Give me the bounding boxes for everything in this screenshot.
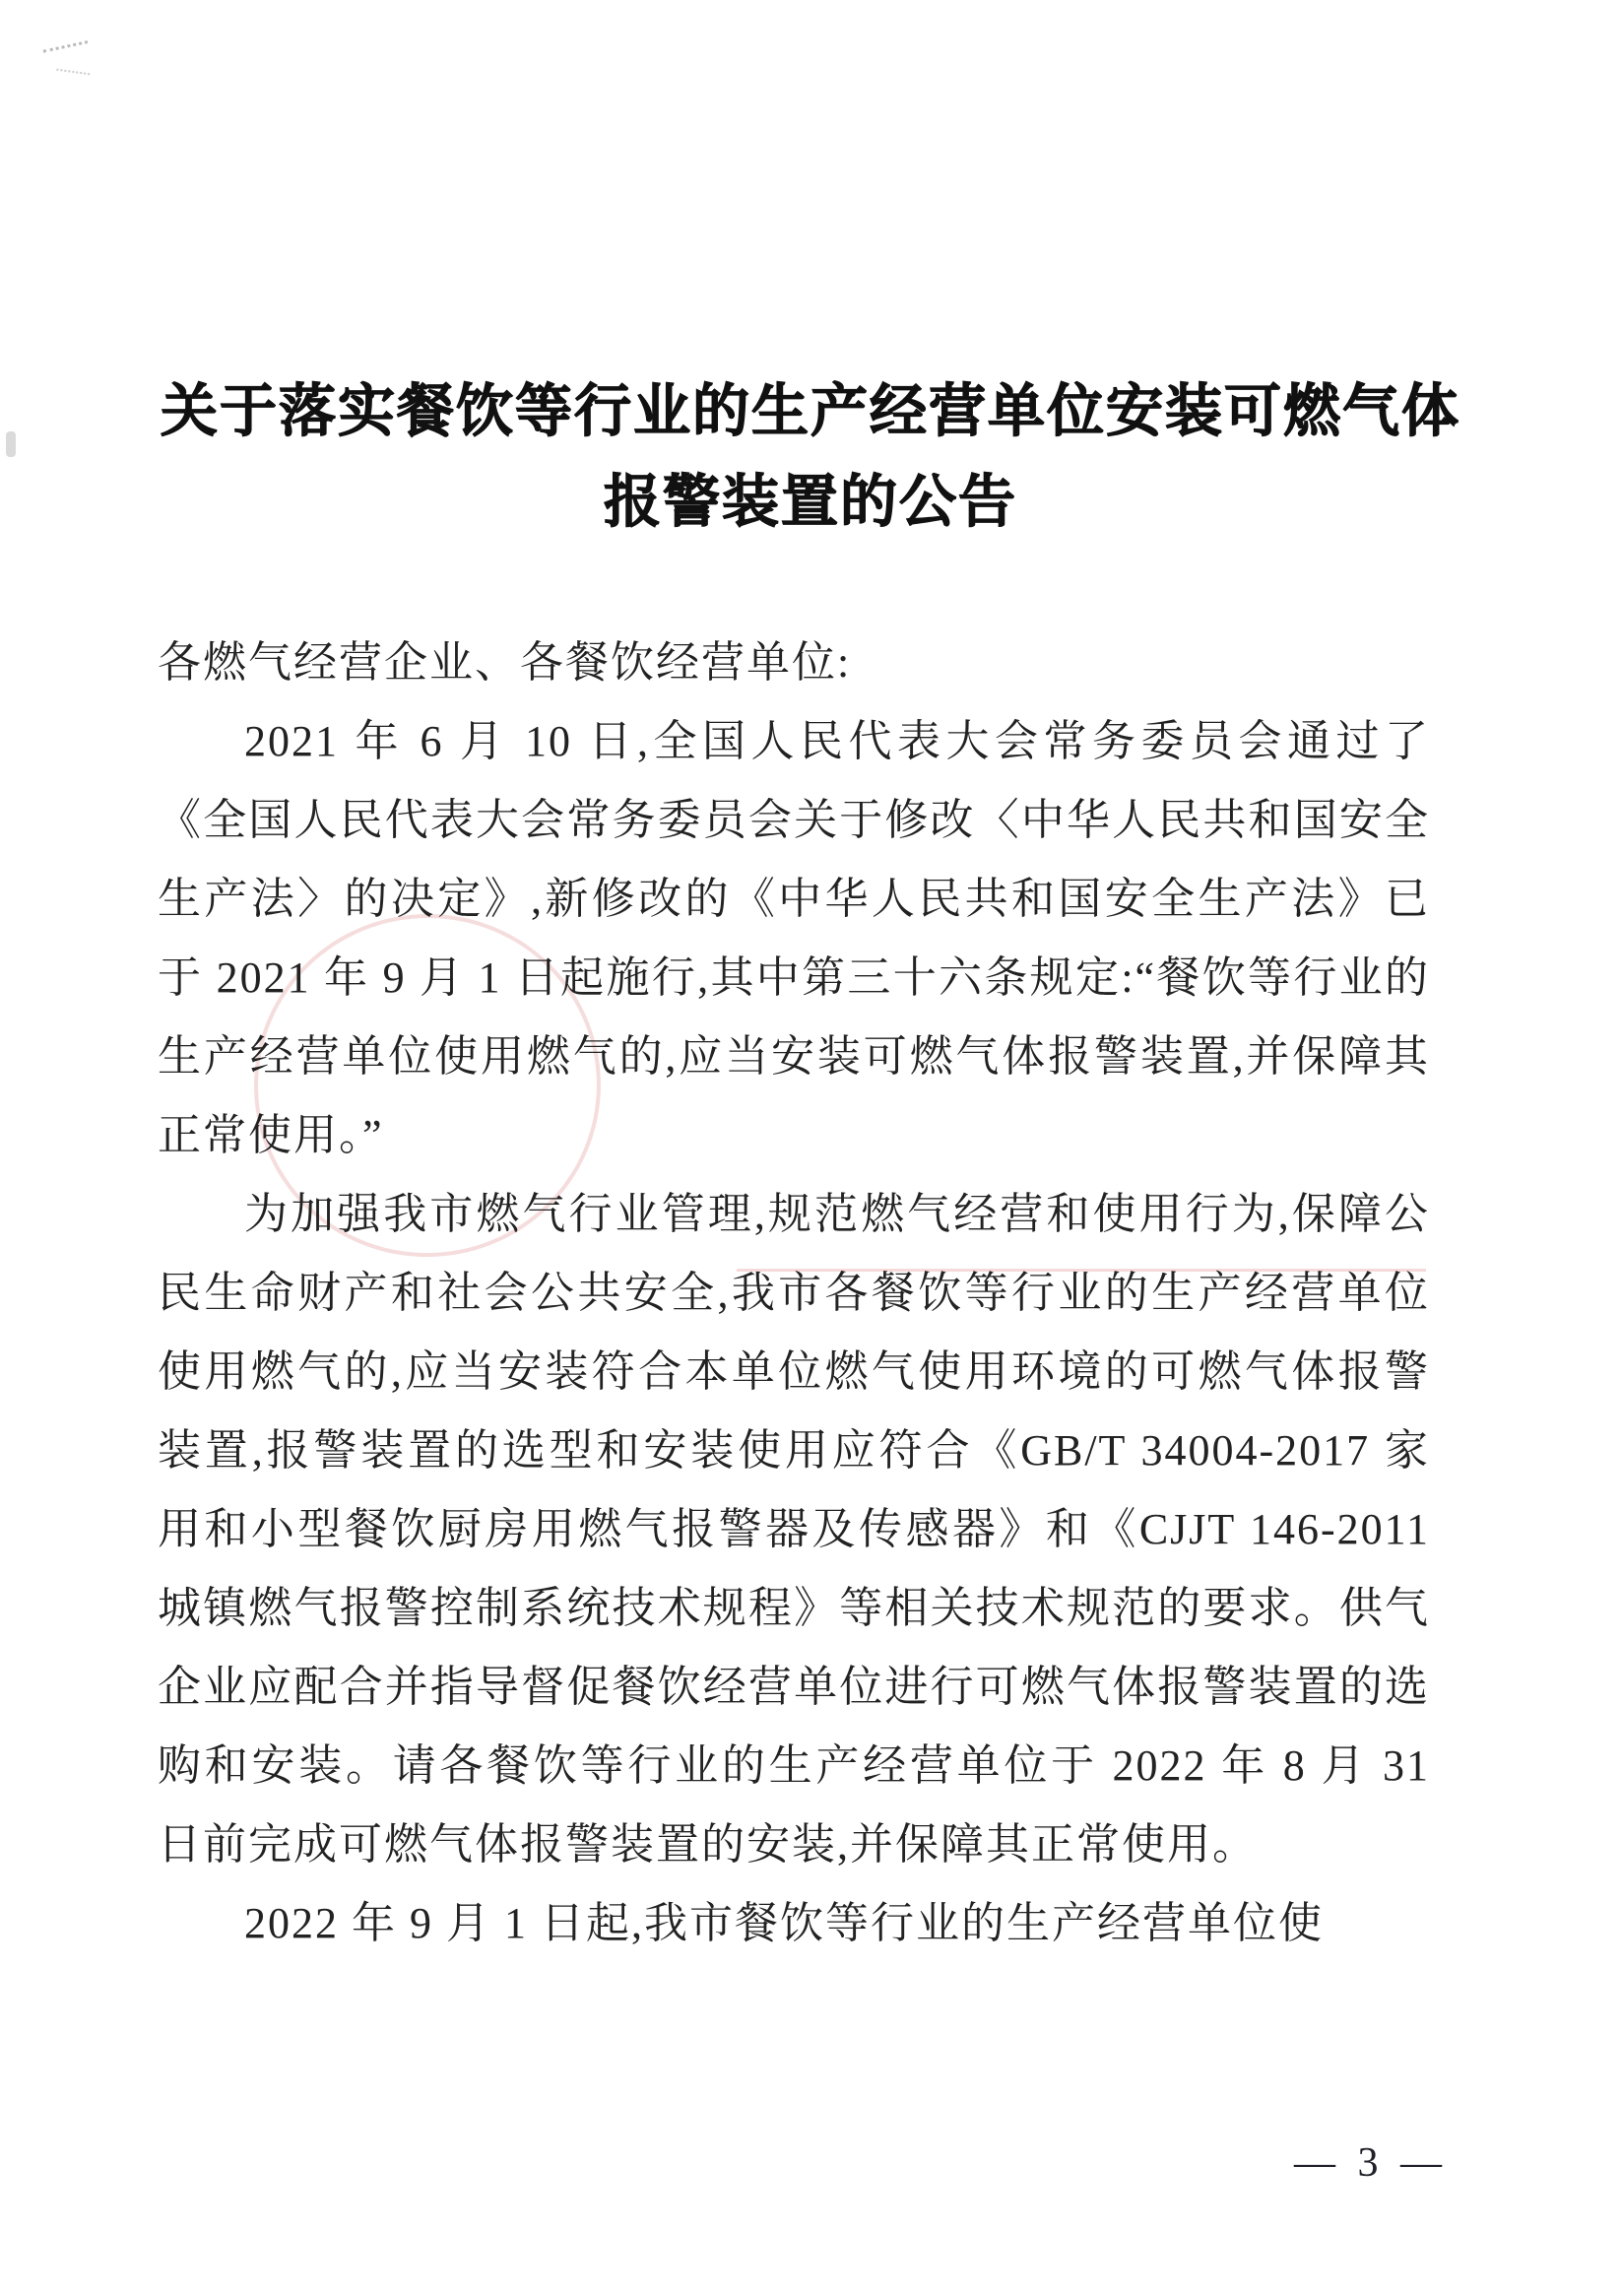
salutation: 各燃气经营企业、各餐饮经营单位:	[158, 638, 852, 687]
scan-artifact	[6, 431, 16, 457]
body-paragraph: 为加强我市燃气行业管理,规范燃气经营和使用行为,保障公民生命财产和社会公共安全,我市各餐饮等行业的生产经营单位使用燃气的,应当安装符合本单位燃气使用环境的可燃气体报警装置,报警装置的选型和安装使用应符合《GB/T 34004-2017 家用和小型餐饮厨房用燃气报警器及传感器》和《CJJT 146-2011 城镇燃气报警控制系统技术规程》等相关技术规范的要求。供气企业应配合并指导督促餐饮经营单位进行可燃气体报警装置的选购和安装。请各餐饮等行业的生产经营单位于 2022 年 8 月 31 日前完成可燃气体报警装置的安装,并保障其正常使用。	[158, 1190, 1430, 1869]
scan-artifact	[56, 59, 91, 76]
document-body	[158, 623, 1430, 1963]
body-paragraph: 2021 年 6 月 10 日,全国人民代表大会常务委员会通过了《全国人民代表大会常务委员会关于修改〈中华人民共和国安全生产法〉的决定》,新修改的《中华人民共和国安全生产法》已于 2021 年 9 月 1 日起施行,其中第三十六条规定:“餐饮等行业的生产经营单位使用燃气的,应当安装可燃气体报警装置,并保障其正常使用。”	[158, 717, 1430, 1159]
page-title-line-2: 报警装置的公告	[603, 470, 1017, 534]
scan-artifact	[40, 27, 89, 52]
page-title-line-1: 关于落实餐饮等行业的生产经营单位安装可燃气体	[160, 379, 1460, 443]
body-paragraph: 2022 年 9 月 1 日起,我市餐饮等行业的生产经营单位使	[244, 1899, 1324, 1947]
page-number: — 3 —	[1294, 2140, 1448, 2186]
page-title	[138, 366, 1483, 548]
